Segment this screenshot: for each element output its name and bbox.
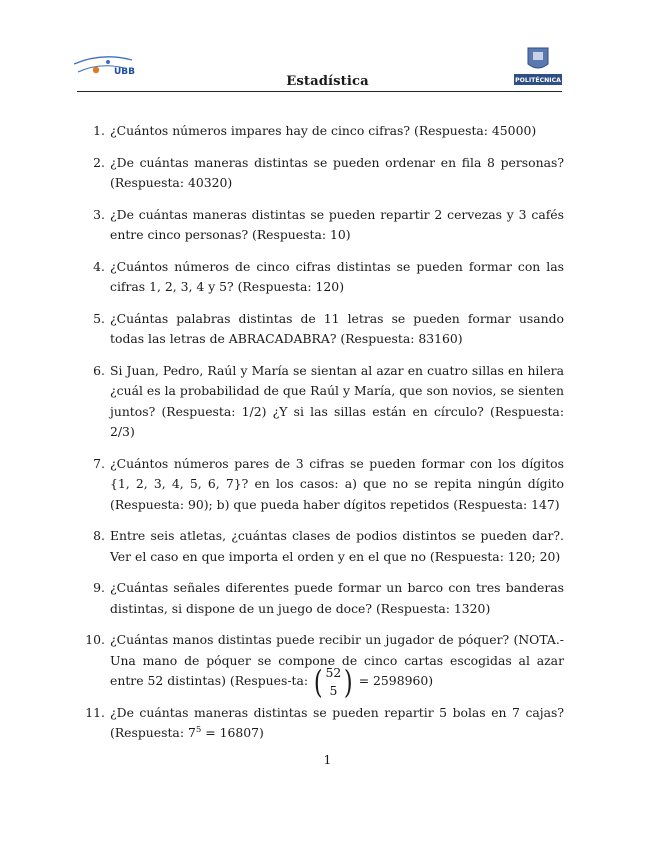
page-title: Estadística [286,74,369,89]
problem-number: 3. [93,206,105,222]
problem-item [84,257,564,298]
problem-text-after: = 16807) [205,725,264,740]
problem-item [84,454,564,516]
problem-item [84,309,564,350]
header-rule [77,91,562,92]
problem-list [84,121,564,755]
problem-number: 4. [93,258,105,274]
problem-text: ¿Cuántas señales diferentes puede formar un barco con tres banderas distintas, si dispone de un juego de doce? (Respuesta: 1320) [110,580,564,616]
problem-number: 7. [93,455,105,471]
right-paren: ) [344,662,353,701]
binomial-stack [325,664,343,700]
power-base: 7 [187,725,196,740]
problem-item [84,121,564,142]
binomial-top: 52 [325,664,342,680]
problem-number: 9. [93,580,105,595]
page-number: 1 [323,752,332,767]
problem-number: 2. [93,154,105,170]
problem-number: 8. [93,528,105,543]
right-logo-text: POLITÉCNICA [515,77,561,84]
problem-text: ¿Cuántos números pares de 3 cifras se pueden formar con los dígitos {1, 2, 3, 4, 5, 6, 7}? en los casos: a) que no se repita ningún dígito (Respuesta: 90); b) que pueda haber dígitos repetidos (Respuesta: 147) [110,455,564,512]
problem-text: ¿De cuántas maneras distintas se pueden repartir 5 bolas en 7 cajas? (Respuesta: [110,704,564,740]
problem-text: ¿Cuántos números de cinco cifras distintas se pueden formar con las cifras 1, 2, 3, 4 y 5? (Respuesta: 120) [110,258,564,294]
problem-item [84,526,564,567]
problem-number: 1. [93,123,105,138]
problem-number: 11. [85,704,105,720]
problem-text: Entre seis atletas, ¿cuántas clases de podios distintos se pueden dar?. Ver el caso en que importa el orden y en el que no (Respuesta: 120; 20) [110,528,564,564]
problem-number: 10. [85,632,105,647]
problem-item [84,153,564,194]
problem-item [84,578,564,619]
left-paren: ( [313,662,323,701]
problem-text: ¿Cuántos números impares hay de cinco cifras? (Respuesta: 45000) [110,123,537,138]
problem-text: ¿De cuántas maneras distintas se pueden repartir 2 cervezas y 3 cafés entre cinco personas? (Respuesta: 10) [110,206,564,242]
binomial-coefficient [312,663,355,701]
left-logo-text: UBB [114,67,136,77]
page-header [0,0,655,100]
problem-text-after: = 2598960) [358,673,434,688]
problem-item [84,361,564,443]
problem-text: Si Juan, Pedro, Raúl y María se sientan al azar en cuatro sillas en hilera ¿cuál es la probabilidad de que Raúl y María, que son novios, se sienten juntos? (Respuesta: 1/2) ¿Y si las sillas están en círculo? (Respuesta: 2/3) [110,362,564,439]
problem-text: ¿De cuántas maneras distintas se pueden ordenar en fila 8 personas? (Respuesta: 40320) [110,154,564,190]
problem-item [84,703,564,744]
problem-text: ¿Cuántas palabras distintas de 11 letras se pueden formar usando todas las letras de ABRACADABRA? (Respuesta: 83160) [110,310,564,346]
problem-item [84,205,564,246]
problem-item [84,630,564,701]
binomial-bottom: 5 [329,682,338,698]
problem-number: 6. [93,362,105,378]
problem-number: 5. [93,310,105,326]
power-exponent: 5 [195,724,202,735]
problem-text: ¿Cuántas manos distintas puede recibir un jugador de póquer? (NOTA.- Una mano de póquer se compone de cinco cartas escogidas al azar entre 52 distintas) (Respues-ta: [110,632,564,688]
